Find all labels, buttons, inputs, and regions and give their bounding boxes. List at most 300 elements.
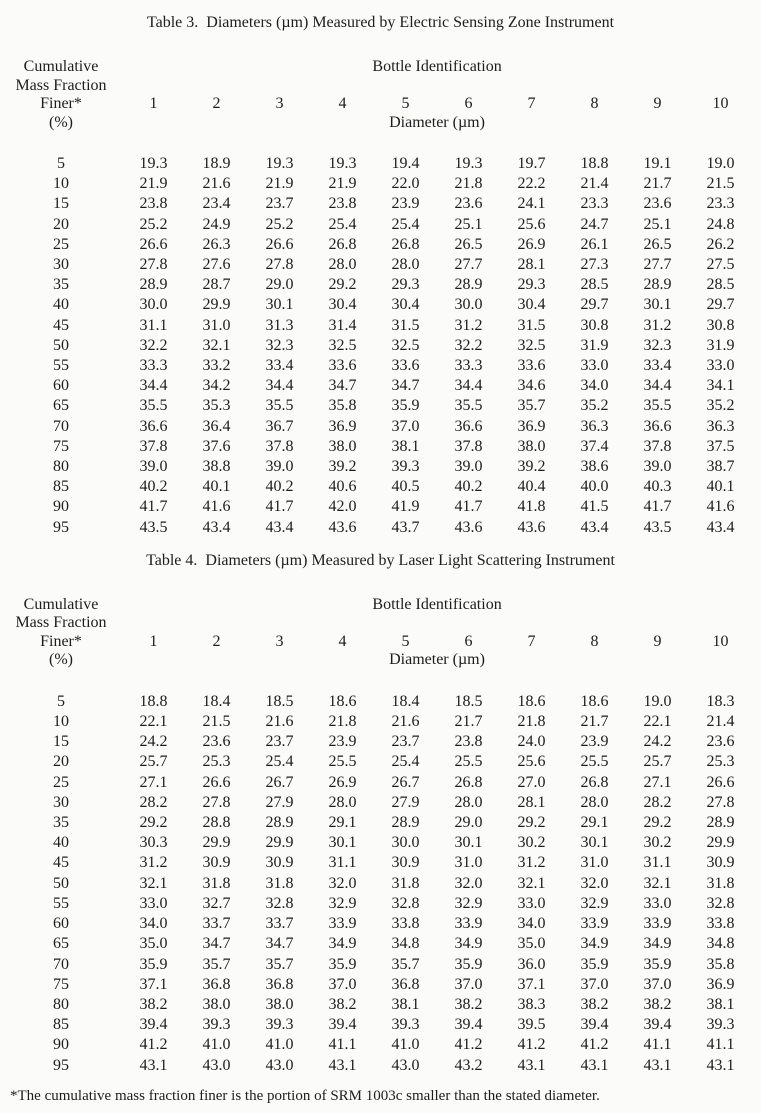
diameter-value: 28.9 xyxy=(706,814,735,832)
diameter-value: 31.5 xyxy=(517,316,546,334)
table3-section xyxy=(0,12,761,538)
diameter-value: 38.0 xyxy=(202,995,231,1013)
diameter-value: 30.0 xyxy=(391,834,420,852)
diameter-value: 25.5 xyxy=(454,753,483,771)
mass-fraction-label: 5 xyxy=(57,692,65,710)
table-row xyxy=(0,853,752,873)
diameter-value: 41.1 xyxy=(643,1036,672,1054)
diameter-value: 33.0 xyxy=(580,357,609,375)
diameter-value: 43.2 xyxy=(454,1056,483,1074)
diameter-value: 32.9 xyxy=(454,894,483,912)
diameter-value: 41.7 xyxy=(643,498,672,516)
diameter-value: 19.3 xyxy=(328,155,357,172)
table-row xyxy=(0,955,752,975)
diameter-value: 27.5 xyxy=(706,256,735,274)
diameter-value: 27.9 xyxy=(265,793,294,811)
diameter-value: 33.3 xyxy=(139,357,168,375)
diameter-value: 35.0 xyxy=(517,935,546,953)
diameter-value: 33.9 xyxy=(580,915,609,933)
diameter-value: 34.4 xyxy=(265,377,294,395)
mass-fraction-label: 65 xyxy=(53,935,69,953)
mass-fraction-label: 65 xyxy=(53,397,69,415)
diameter-value: 33.9 xyxy=(328,915,357,933)
diameter-value: 23.8 xyxy=(328,195,357,213)
table-row xyxy=(0,356,752,376)
table-row xyxy=(0,194,752,214)
diameter-value: 43.1 xyxy=(706,1056,735,1074)
diameter-value: 43.0 xyxy=(265,1056,294,1074)
diameter-value: 32.8 xyxy=(391,894,420,912)
diameter-value: 36.7 xyxy=(265,417,294,435)
diameter-value: 34.9 xyxy=(328,935,357,953)
table-row xyxy=(0,497,752,517)
diameter-value: 30.3 xyxy=(139,834,168,852)
table-row xyxy=(0,752,752,772)
bottle-column-header: 7 xyxy=(527,632,536,650)
diameter-value: 23.9 xyxy=(391,195,420,213)
group-header: Bottle Identification xyxy=(372,595,502,613)
diameter-value: 43.4 xyxy=(265,518,294,536)
table-row xyxy=(0,934,752,954)
diameter-value: 29.1 xyxy=(580,814,609,832)
diameter-value: 33.0 xyxy=(706,357,735,375)
diameter-value: 34.7 xyxy=(202,935,231,953)
diameter-value: 21.9 xyxy=(328,175,357,193)
diameter-value: 38.2 xyxy=(454,995,483,1013)
diameter-value: 31.1 xyxy=(643,854,672,872)
diameter-value: 23.6 xyxy=(454,195,483,213)
table-row xyxy=(0,477,752,497)
diameter-value: 34.4 xyxy=(643,377,672,395)
diameter-value: 26.6 xyxy=(265,235,294,253)
diameter-value: 26.8 xyxy=(328,235,357,253)
subheader: Diameter (µm) xyxy=(389,113,485,131)
mass-fraction-label: 50 xyxy=(53,336,69,354)
diameter-value: 34.4 xyxy=(139,377,168,395)
diameter-value: 43.6 xyxy=(328,518,357,536)
diameter-value: 35.9 xyxy=(139,955,168,973)
diameter-value: 35.2 xyxy=(580,397,609,415)
diameter-value: 25.7 xyxy=(139,753,168,771)
header-spacer xyxy=(122,77,752,96)
diameter-value: 37.0 xyxy=(580,975,609,993)
table-row xyxy=(0,732,752,752)
diameter-value: 38.0 xyxy=(517,437,546,455)
diameter-value: 31.2 xyxy=(454,316,483,334)
diameter-value: 28.9 xyxy=(265,814,294,832)
diameter-value: 40.4 xyxy=(517,478,546,496)
diameter-value: 27.8 xyxy=(706,793,735,811)
diameter-value: 29.7 xyxy=(706,296,735,314)
diameter-value: 27.1 xyxy=(643,773,672,791)
diameter-value: 31.0 xyxy=(454,854,483,872)
diameter-value: 39.0 xyxy=(454,458,483,476)
diameter-value: 35.9 xyxy=(391,397,420,415)
mass-fraction-label: 30 xyxy=(53,793,69,811)
mass-fraction-label: 75 xyxy=(53,975,69,993)
diameter-value: 23.3 xyxy=(706,195,735,213)
diameter-value: 43.7 xyxy=(391,518,420,536)
diameter-value: 32.8 xyxy=(265,894,294,912)
bottle-column-header: 7 xyxy=(527,95,536,112)
diameter-value: 25.4 xyxy=(391,215,420,233)
diameter-value: 18.6 xyxy=(580,692,609,710)
diameter-value: 32.2 xyxy=(139,336,168,354)
table4-title: Table 4. Diameters (µm) Measured by Laser Light Scattering Instrument xyxy=(146,551,615,569)
diameter-value: 43.1 xyxy=(328,1056,357,1074)
diameter-value: 31.4 xyxy=(328,316,357,334)
diameter-value: 35.5 xyxy=(454,397,483,415)
mass-fraction-label: 20 xyxy=(53,753,69,771)
diameter-value: 43.0 xyxy=(391,1056,420,1074)
diameter-value: 29.9 xyxy=(706,834,735,852)
diameter-value: 39.4 xyxy=(328,1016,357,1034)
diameter-value: 43.4 xyxy=(580,518,609,536)
diameter-value: 30.1 xyxy=(265,296,294,314)
diameter-value: 21.8 xyxy=(328,713,357,731)
diameter-value: 23.7 xyxy=(391,733,420,751)
stub-header-line-3: Finer* xyxy=(40,95,82,112)
diameter-value: 39.0 xyxy=(643,458,672,476)
diameter-value: 19.0 xyxy=(706,155,735,172)
diameter-value: 28.8 xyxy=(202,814,231,832)
diameter-value: 27.7 xyxy=(643,256,672,274)
stub-header-line-3: Finer* xyxy=(40,632,82,650)
diameter-value: 28.0 xyxy=(328,256,357,274)
diameter-value: 38.8 xyxy=(202,458,231,476)
diameter-value: 36.3 xyxy=(580,417,609,435)
bottle-column-header: 3 xyxy=(275,632,284,650)
mass-fraction-label: 95 xyxy=(53,518,69,536)
diameter-value: 38.6 xyxy=(580,458,609,476)
diameter-value: 23.6 xyxy=(643,195,672,213)
mass-fraction-label: 75 xyxy=(53,437,69,455)
header-spacer xyxy=(122,614,752,633)
mass-fraction-label: 5 xyxy=(57,155,65,172)
table-row xyxy=(0,1015,752,1035)
mass-fraction-label: 35 xyxy=(53,814,69,832)
diameter-value: 38.2 xyxy=(580,995,609,1013)
diameter-value: 41.7 xyxy=(139,498,168,516)
diameter-value: 32.8 xyxy=(706,894,735,912)
mass-fraction-label: 80 xyxy=(53,458,69,476)
bottle-column-header: 1 xyxy=(149,95,158,112)
diameter-value: 37.5 xyxy=(706,437,735,455)
diameter-value: 28.2 xyxy=(139,793,168,811)
diameter-value: 26.5 xyxy=(454,235,483,253)
diameter-value: 37.4 xyxy=(580,437,609,455)
diameter-value: 34.0 xyxy=(517,915,546,933)
diameter-value: 25.6 xyxy=(517,753,546,771)
diameter-value: 29.1 xyxy=(328,814,357,832)
diameter-value: 31.5 xyxy=(391,316,420,334)
diameter-value: 29.3 xyxy=(517,276,546,294)
diameter-value: 39.4 xyxy=(580,1016,609,1034)
diameter-value: 33.8 xyxy=(391,915,420,933)
diameter-value: 36.0 xyxy=(517,955,546,973)
diameter-value: 25.1 xyxy=(643,215,672,233)
stub-header-line-1: Cumulative xyxy=(23,595,99,613)
diameter-value: 37.1 xyxy=(517,975,546,993)
diameter-value: 41.8 xyxy=(517,498,546,516)
diameter-value: 32.1 xyxy=(643,874,672,892)
diameter-value: 26.8 xyxy=(454,773,483,791)
diameter-value: 32.0 xyxy=(580,874,609,892)
diameter-value: 35.7 xyxy=(391,955,420,973)
mass-fraction-label: 80 xyxy=(53,995,69,1013)
diameter-value: 33.8 xyxy=(706,915,735,933)
diameter-value: 23.7 xyxy=(265,733,294,751)
diameter-value: 26.9 xyxy=(517,235,546,253)
mass-fraction-label: 45 xyxy=(53,854,69,872)
diameter-value: 33.7 xyxy=(265,915,294,933)
table-row xyxy=(0,174,752,194)
diameter-value: 31.8 xyxy=(706,874,735,892)
diameter-value: 26.8 xyxy=(580,773,609,791)
diameter-value: 36.8 xyxy=(202,975,231,993)
table-row xyxy=(0,215,752,235)
diameter-value: 18.3 xyxy=(706,692,735,710)
diameter-value: 21.6 xyxy=(391,713,420,731)
table3-header xyxy=(0,58,752,132)
diameter-value: 31.2 xyxy=(643,316,672,334)
diameter-value: 41.0 xyxy=(202,1036,231,1054)
mass-fraction-label: 30 xyxy=(53,256,69,274)
table-row xyxy=(0,670,752,712)
diameter-value: 19.3 xyxy=(454,155,483,172)
mass-fraction-label: 50 xyxy=(53,874,69,892)
table-row xyxy=(0,773,752,793)
diameter-value: 38.0 xyxy=(265,995,294,1013)
diameter-value: 32.1 xyxy=(517,874,546,892)
diameter-value: 23.8 xyxy=(454,733,483,751)
diameter-value: 34.8 xyxy=(391,935,420,953)
diameter-value: 41.2 xyxy=(454,1036,483,1054)
diameter-value: 39.2 xyxy=(328,458,357,476)
diameter-value: 33.6 xyxy=(517,357,546,375)
diameter-value: 30.0 xyxy=(139,296,168,314)
diameter-value: 27.8 xyxy=(139,256,168,274)
diameter-value: 36.8 xyxy=(265,975,294,993)
diameter-value: 36.9 xyxy=(517,417,546,435)
diameter-value: 23.7 xyxy=(265,195,294,213)
diameter-value: 25.7 xyxy=(643,753,672,771)
diameter-value: 26.8 xyxy=(391,235,420,253)
diameter-value: 35.5 xyxy=(265,397,294,415)
diameter-value: 25.4 xyxy=(391,753,420,771)
diameter-value: 35.5 xyxy=(139,397,168,415)
diameter-value: 21.7 xyxy=(580,713,609,731)
diameter-value: 35.9 xyxy=(580,955,609,973)
diameter-value: 27.0 xyxy=(517,773,546,791)
diameter-value: 27.8 xyxy=(265,256,294,274)
diameter-value: 36.9 xyxy=(706,975,735,993)
mass-fraction-label: 60 xyxy=(53,377,69,395)
diameter-value: 33.3 xyxy=(454,357,483,375)
table-row xyxy=(0,975,752,995)
diameter-value: 26.7 xyxy=(391,773,420,791)
diameter-value: 21.4 xyxy=(706,713,735,731)
diameter-value: 41.1 xyxy=(328,1036,357,1054)
diameter-value: 33.4 xyxy=(265,357,294,375)
diameter-value: 25.3 xyxy=(706,753,735,771)
stub-header-line-4: (%) xyxy=(49,113,73,131)
table-row xyxy=(0,874,752,894)
diameter-value: 41.0 xyxy=(391,1036,420,1054)
diameter-value: 31.1 xyxy=(328,854,357,872)
diameter-value: 37.6 xyxy=(202,437,231,455)
diameter-value: 39.4 xyxy=(454,1016,483,1034)
diameter-value: 28.5 xyxy=(706,276,735,294)
diameter-value: 41.7 xyxy=(454,498,483,516)
diameter-value: 34.6 xyxy=(517,377,546,395)
diameter-value: 25.4 xyxy=(328,215,357,233)
diameter-value: 34.0 xyxy=(580,377,609,395)
table-row xyxy=(0,275,752,295)
diameter-value: 40.0 xyxy=(580,478,609,496)
table-row xyxy=(0,894,752,914)
diameter-value: 26.2 xyxy=(706,235,735,253)
diameter-value: 40.3 xyxy=(643,478,672,496)
diameter-value: 41.6 xyxy=(202,498,231,516)
diameter-value: 30.2 xyxy=(643,834,672,852)
table3-measurements xyxy=(0,58,752,538)
mass-fraction-label: 15 xyxy=(53,733,69,751)
diameter-value: 31.0 xyxy=(580,854,609,872)
diameter-value: 34.1 xyxy=(706,377,735,395)
diameter-value: 37.8 xyxy=(265,437,294,455)
diameter-value: 36.3 xyxy=(706,417,735,435)
diameter-value: 26.9 xyxy=(328,773,357,791)
diameter-value: 30.1 xyxy=(580,834,609,852)
bottle-column-header: 9 xyxy=(653,95,662,112)
diameter-value: 43.4 xyxy=(706,518,735,536)
table-row xyxy=(0,255,752,275)
table-row xyxy=(0,295,752,315)
diameter-value: 43.4 xyxy=(202,518,231,536)
diameter-value: 32.9 xyxy=(328,894,357,912)
diameter-value: 37.1 xyxy=(139,975,168,993)
diameter-value: 38.3 xyxy=(517,995,546,1013)
diameter-value: 39.3 xyxy=(202,1016,231,1034)
diameter-value: 28.9 xyxy=(139,276,168,294)
diameter-value: 28.0 xyxy=(328,793,357,811)
diameter-value: 34.7 xyxy=(391,377,420,395)
diameter-value: 41.6 xyxy=(706,498,735,516)
diameter-value: 38.2 xyxy=(643,995,672,1013)
diameter-value: 28.1 xyxy=(517,256,546,274)
table4-section xyxy=(0,550,761,1076)
diameter-value: 18.8 xyxy=(580,155,609,172)
mass-fraction-label: 35 xyxy=(53,276,69,294)
diameter-value: 31.9 xyxy=(706,336,735,354)
diameter-value: 29.0 xyxy=(454,814,483,832)
diameter-value: 18.4 xyxy=(391,692,420,710)
mass-fraction-label: 55 xyxy=(53,357,69,375)
diameter-value: 21.4 xyxy=(580,175,609,193)
diameter-value: 24.8 xyxy=(706,215,735,233)
diameter-value: 39.3 xyxy=(391,1016,420,1034)
diameter-value: 34.8 xyxy=(706,935,735,953)
diameter-value: 26.1 xyxy=(580,235,609,253)
bottle-column-header: 8 xyxy=(590,95,599,112)
diameter-value: 40.2 xyxy=(265,478,294,496)
diameter-value: 39.5 xyxy=(517,1016,546,1034)
diameter-value: 38.2 xyxy=(139,995,168,1013)
diameter-value: 31.2 xyxy=(139,854,168,872)
footnote: *The cumulative mass fraction finer is the portion of SRM 1003c smaller than the stated diameter. xyxy=(10,1087,600,1104)
diameter-value: 19.7 xyxy=(517,155,546,172)
diameter-value: 21.9 xyxy=(139,175,168,193)
diameter-value: 34.4 xyxy=(454,377,483,395)
diameter-value: 43.1 xyxy=(139,1056,168,1074)
diameter-value: 33.7 xyxy=(202,915,231,933)
diameter-value: 36.6 xyxy=(643,417,672,435)
bottle-column-header: 2 xyxy=(212,95,221,112)
diameter-value: 41.2 xyxy=(517,1036,546,1054)
diameter-value: 29.9 xyxy=(265,834,294,852)
mass-fraction-label: 70 xyxy=(53,955,69,973)
diameter-value: 27.3 xyxy=(580,256,609,274)
diameter-value: 23.9 xyxy=(580,733,609,751)
diameter-value: 39.2 xyxy=(517,458,546,476)
diameter-value: 23.6 xyxy=(706,733,735,751)
diameter-value: 19.4 xyxy=(391,155,420,172)
diameter-value: 27.8 xyxy=(202,793,231,811)
diameter-value: 40.6 xyxy=(328,478,357,496)
diameter-value: 18.5 xyxy=(265,692,294,710)
diameter-value: 28.1 xyxy=(517,793,546,811)
mass-fraction-label: 45 xyxy=(53,316,69,334)
diameter-value: 30.2 xyxy=(517,834,546,852)
diameter-value: 41.7 xyxy=(265,498,294,516)
diameter-value: 29.7 xyxy=(580,296,609,314)
diameter-value: 23.3 xyxy=(580,195,609,213)
diameter-value: 41.5 xyxy=(580,498,609,516)
diameter-value: 38.1 xyxy=(391,995,420,1013)
diameter-value: 35.9 xyxy=(454,955,483,973)
diameter-value: 31.8 xyxy=(391,874,420,892)
diameter-value: 37.0 xyxy=(643,975,672,993)
diameter-value: 30.8 xyxy=(580,316,609,334)
diameter-value: 38.0 xyxy=(328,437,357,455)
bottle-column-header: 2 xyxy=(212,632,221,650)
diameter-value: 33.0 xyxy=(517,894,546,912)
diameter-value: 32.2 xyxy=(454,336,483,354)
mass-fraction-label: 10 xyxy=(53,175,69,193)
diameter-value: 33.9 xyxy=(643,915,672,933)
stub-header-line-4: (%) xyxy=(49,651,73,669)
bottle-column-header: 5 xyxy=(401,95,410,112)
diameter-value: 18.9 xyxy=(202,155,231,172)
diameter-value: 25.2 xyxy=(139,215,168,233)
diameter-value: 37.0 xyxy=(391,417,420,435)
bottle-column-header: 10 xyxy=(712,95,729,112)
diameter-value: 27.1 xyxy=(139,773,168,791)
diameter-value: 21.6 xyxy=(265,713,294,731)
diameter-value: 24.7 xyxy=(580,215,609,233)
diameter-value: 34.9 xyxy=(454,935,483,953)
mass-fraction-label: 90 xyxy=(53,498,69,516)
table3-body xyxy=(0,132,752,538)
bottle-column-header: 4 xyxy=(338,632,347,650)
diameter-value: 19.3 xyxy=(265,155,294,172)
diameter-value: 35.9 xyxy=(643,955,672,973)
diameter-value: 40.1 xyxy=(202,478,231,496)
table-row xyxy=(0,437,752,457)
diameter-value: 26.6 xyxy=(139,235,168,253)
mass-fraction-label: 85 xyxy=(53,1016,69,1034)
